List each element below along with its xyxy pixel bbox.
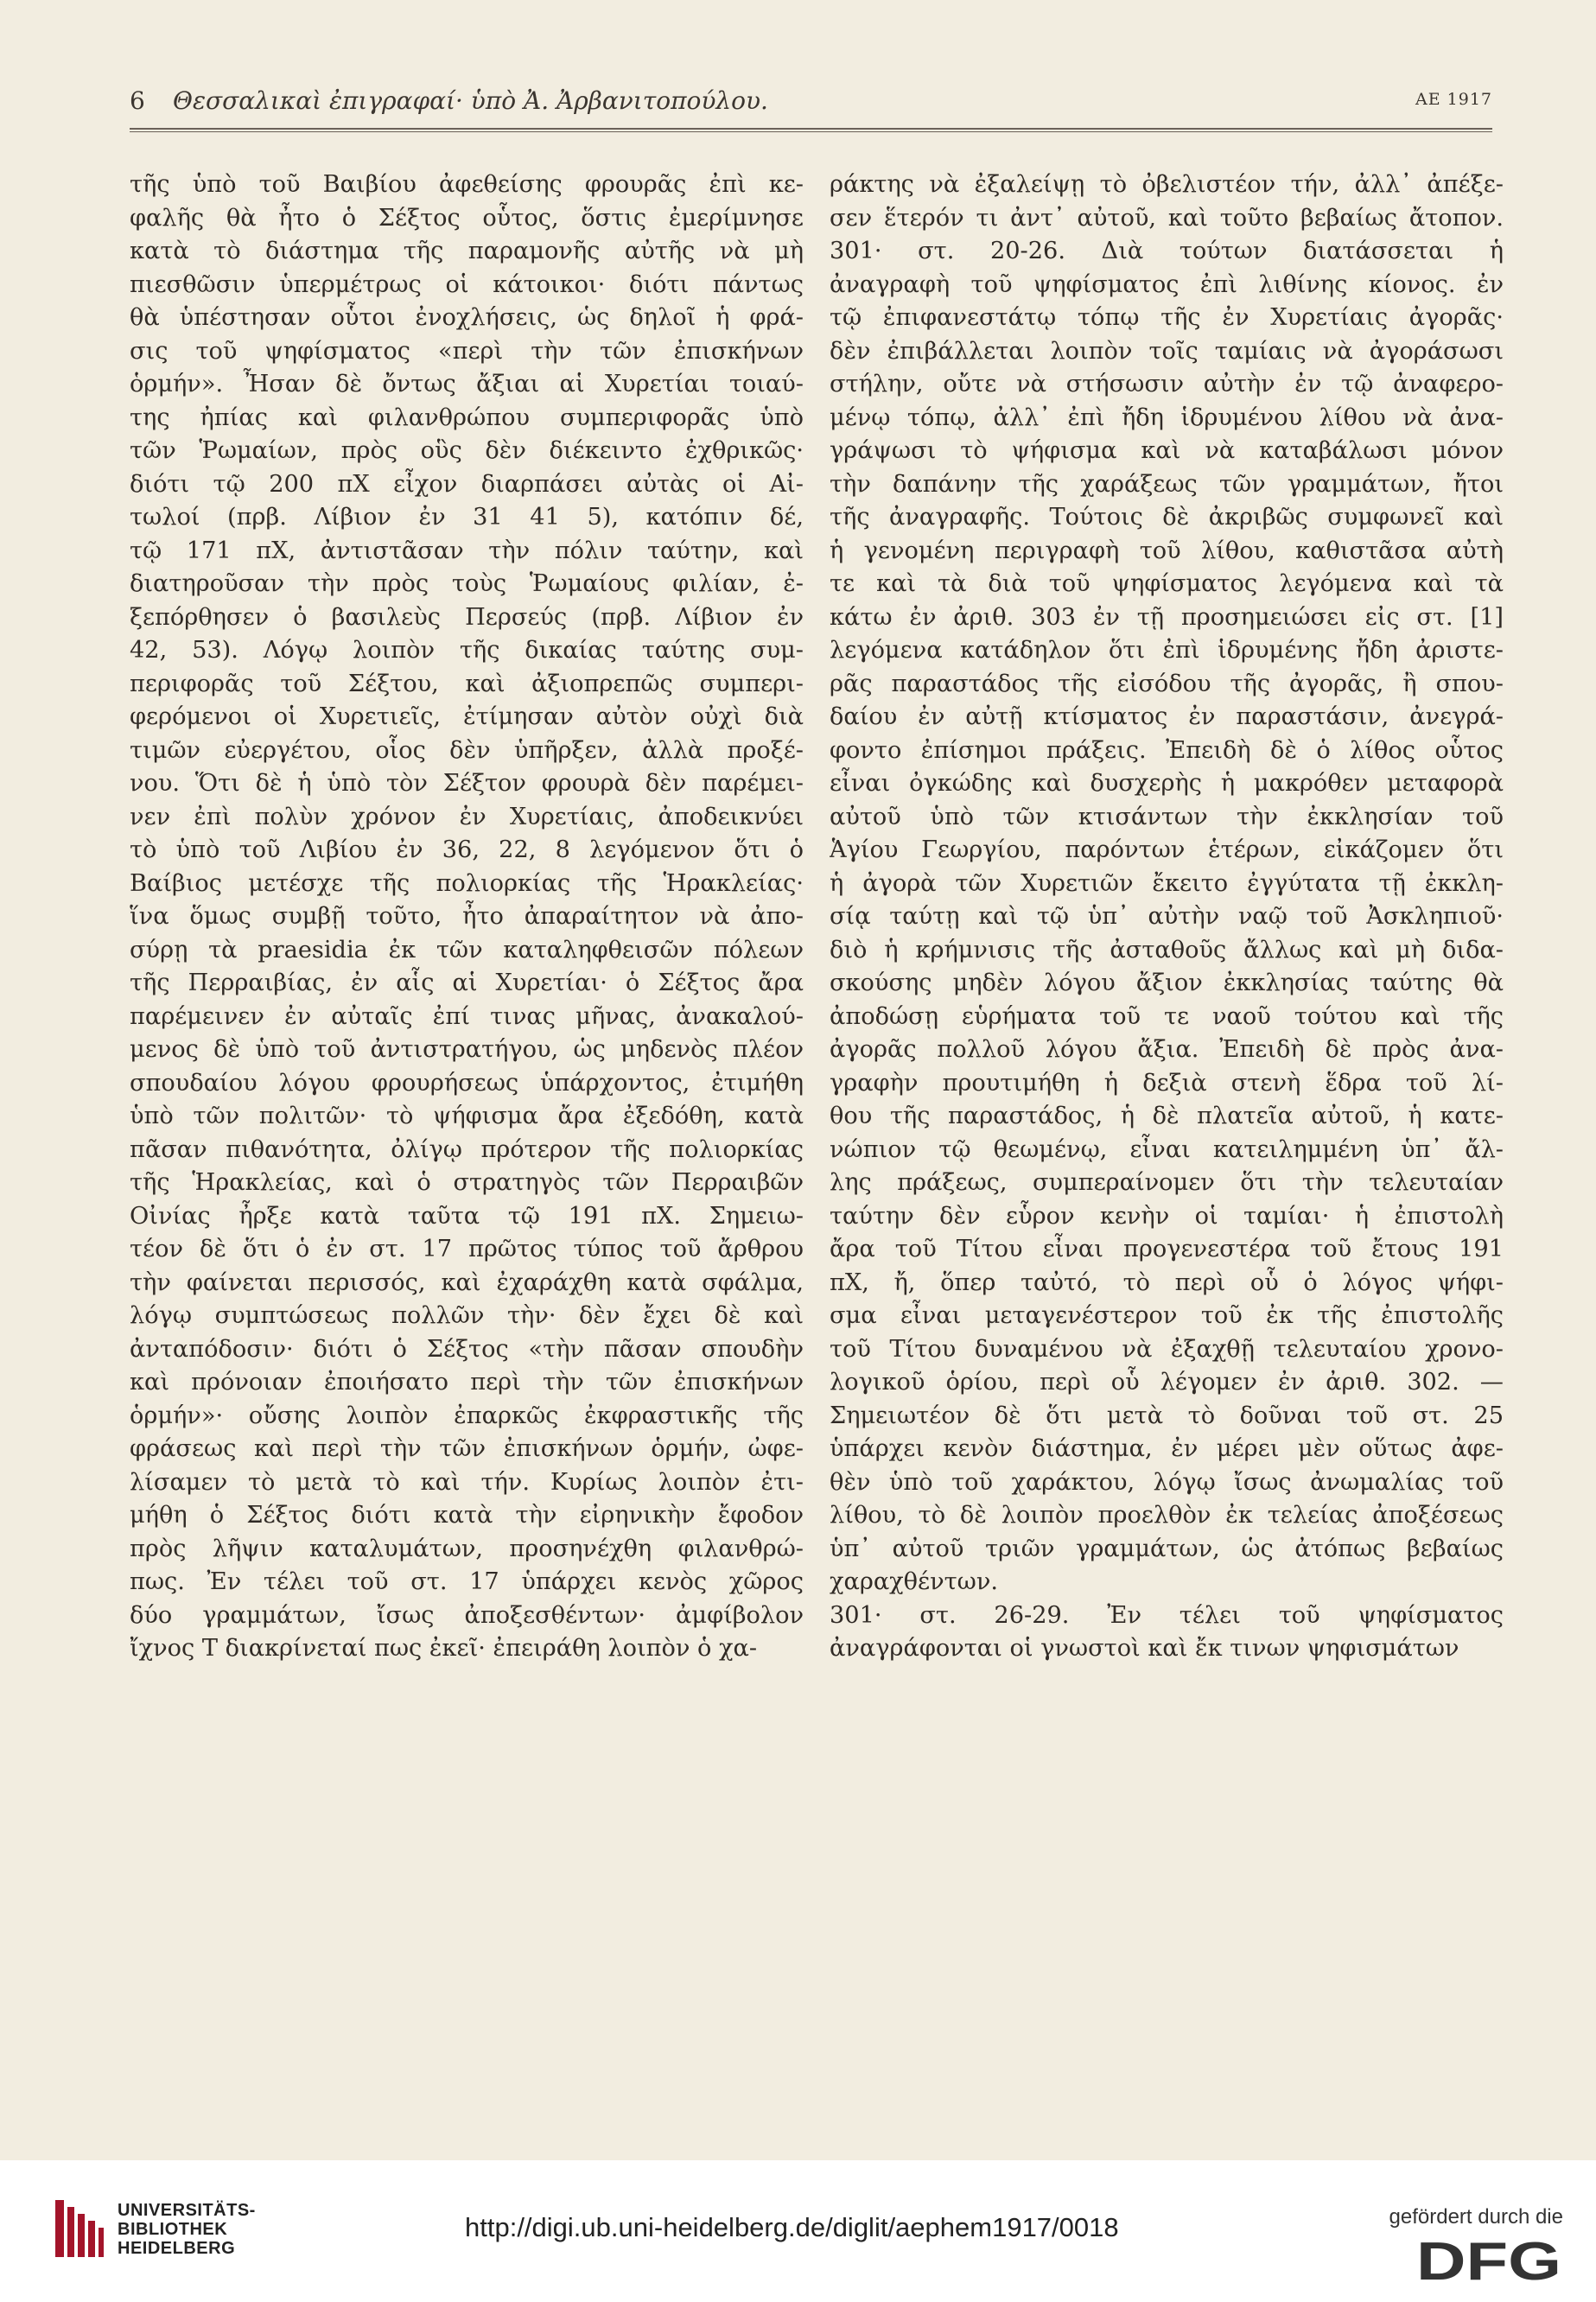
- text-line: πρὸς λῆψιν καταλυμάτων, προσηνέχθη φιλανθρώ-: [130, 1535, 804, 1562]
- text-line: πᾶσαν πιθανότητα, ὀλίγῳ πρότερον τῆς πολιορκίας: [130, 1135, 804, 1163]
- library-name-line: HEIDELBERG: [118, 2239, 236, 2258]
- text-line: ἀναγραφὴ τοῦ ψηφίσματος ἐπὶ λιθίνης κίονος. ἐν: [830, 270, 1504, 298]
- text-line: δύο γραμμάτων, ἴσως ἀποξεσθέντων· ἀμφίβολον: [130, 1601, 804, 1629]
- text-line: διότι τῷ 200 πΧ εἶχον διαρπάσει αὐτὰς οἱ Αἰ-: [130, 470, 804, 498]
- text-line: διὸ ἡ κρήμνισις τῆς ἀσταθοῦς ἄλλως καὶ μὴ διδα-: [830, 936, 1504, 963]
- text-line: τέον δὲ ὅτι ὁ ἐν στ. 17 πρῶτος τύπος τοῦ ἄρθρου: [130, 1236, 804, 1262]
- text-line: Ἁγίου Γεωργίου, παρόντων ἑτέρων, εἰκάζομεν ὅτι: [830, 836, 1504, 863]
- text-line: 301· στ. 26-29. Ἐν τέλει τοῦ ψηφίσματος: [830, 1601, 1504, 1629]
- funding-caption: gefördert durch die: [1389, 2205, 1563, 2229]
- text-line: χαραχθέντων.: [830, 1568, 999, 1595]
- text-line: γραφὴν προυτιμήθη ἡ δεξιὰ στενὴ ἕδρα τοῦ λί-: [830, 1069, 1504, 1097]
- text-line: σεν ἕτερόν τι ἀντ᾽ αὐτοῦ, καὶ τοῦτο βεβαίως ἄτοπον.: [830, 204, 1504, 232]
- text-line: 301· στ. 20-26. Διὰ τούτων διατάσσεται ἡ: [830, 238, 1504, 264]
- text-line: διατηροῦσαν τὴν πρὸς τοὺς Ῥωμαίους φιλίαν, ἐ-: [130, 570, 804, 597]
- text-line: τῆς ὑπὸ τοῦ Βαιβίου ἀφεθείσης φρουρᾶς ἐπὶ κε-: [130, 171, 804, 198]
- text-line: της ἠπίας καὶ φιλανθρώπου συμπεριφορᾶς ὑπὸ: [130, 404, 804, 431]
- text-line: κατὰ τὸ διάστημα τῆς παραμονῆς αὐτῆς νὰ μὴ: [130, 238, 804, 264]
- text-line: θὲν ὑπὸ τοῦ χαράκτου, λόγῳ ἴσως ἀνωμαλίας τοῦ: [830, 1468, 1504, 1496]
- text-line: τὴν δαπάνην τῆς χαράξεως τῶν γραμμάτων, ἤτοι: [830, 470, 1504, 498]
- text-line: τῷ ἐπιφανεστάτῳ τόπῳ τῆς ἐν Χυρετίαις ἀγορᾶς·: [830, 304, 1504, 331]
- page-number: 6: [130, 86, 145, 115]
- text-line: ἀναγράφονται οἱ γνωστοὶ καὶ ἔκ τινων ψηφισμάτων: [830, 1635, 1459, 1662]
- text-line: γράψωσι τὸ ψήφισμα καὶ νὰ καταβάλωσι μόνον: [830, 437, 1504, 464]
- text-line: αὐτοῦ ὑπὸ τῶν κτισάντων τὴν ἐκκλησίαν τοῦ: [830, 803, 1504, 830]
- text-line: σύρῃ τὰ praesidia ἐκ τῶν καταληφθεισῶν πόλεων: [130, 936, 804, 963]
- library-name-line: UNIVERSITÄTS-: [118, 2201, 256, 2220]
- text-line: νεν ἐπὶ πολὺν χρόνον ἐν Χυρετίαις, ἀποδεικνύει: [130, 803, 804, 830]
- dfg-logo-text: DFG: [1416, 2236, 1561, 2283]
- text-line: στήλην, οὔτε νὰ στήσωσιν αὐτὴν ἐν τῷ ἀναφερο-: [830, 371, 1504, 397]
- dfg-logo-icon: [1416, 2236, 1563, 2283]
- text-line: καὶ πρόνοιαν ἐποιήσατο περὶ τὴν τῶν ἐπισκήνων: [130, 1369, 804, 1396]
- text-line: ὑπὸ τῶν πολιτῶν· τὸ ψήφισμα ἄρα ἐξεδόθη, κατὰ: [130, 1103, 804, 1129]
- text-line: ἀποδώσῃ εὑρήματα τοῦ τε ναοῦ τούτου καὶ τῆς: [830, 1002, 1504, 1030]
- right-column: [830, 169, 1504, 1666]
- text-line: λεγόμενα κατάδηλον ὅτι ἐπὶ ἱδρυμένης ἤδη ἀριστε-: [830, 637, 1504, 664]
- text-line: τὴν φαίνεται περισσός, καὶ ἐχαράχθη κατὰ σφάλμα,: [130, 1269, 804, 1296]
- permalink-url[interactable]: http://digi.ub.uni-heidelberg.de/diglit/aephem1917/0018: [465, 2212, 1119, 2242]
- text-line: πως. Ἐν τέλει τοῦ στ. 17 ὑπάρχει κενὸς χῶρος: [130, 1568, 804, 1595]
- text-line: εἶναι ὀγκώδης καὶ δυσχερὴς ἡ μακρόθεν μεταφορὰ: [830, 770, 1504, 797]
- text-line: ἀγορᾶς πολλοῦ λόγου ἄξια. Ἐπειδὴ δὲ πρὸς ἀνα-: [830, 1036, 1504, 1063]
- text-line: ὑπάρχει κενὸν διάστημα, ἐν μέρει μὲν οὕτως ἀφε-: [830, 1435, 1504, 1462]
- library-name-line: BIBLIOTHEK: [118, 2220, 228, 2239]
- text-line: πιεσθῶσιν ὑπερμέτρως οἱ κάτοικοι· διότι πάντως: [130, 270, 804, 298]
- text-line: ὑπ᾽ αὐτοῦ τριῶν γραμμάτων, ὡς ἀτόπως βεβαίως: [830, 1535, 1504, 1562]
- text-line: φερόμενοι οἱ Χυρετιεῖς, ἐτίμησαν αὐτὸν οὐχὶ διὰ: [130, 703, 804, 730]
- text-line: φαλῆς θὰ ἦτο ὁ Σέξτος οὗτος, ὅστις ἐμερίμνησε: [130, 204, 804, 232]
- text-line: νου. Ὅτι δὲ ἡ ὑπὸ τὸν Σέξτον φρουρὰ δὲν παρέμει-: [130, 770, 804, 797]
- text-line: Βαίβιος μετέσχε τῆς πολιορκίας τῆς Ἡρακλείας·: [130, 869, 804, 897]
- text-line: σμα εἶναι μεταγενέστερον τοῦ ἐκ τῆς ἐπιστολῆς: [830, 1302, 1504, 1329]
- text-line: τωλοί (πρβ. Λίβιον ἐν 31 41 5), κατόπιν δέ,: [130, 504, 804, 531]
- text-line: ράκτης νὰ ἐξαλείψῃ τὸ ὀβελιστέον τήν, ἀλλ᾽ ἀπέξε-: [830, 171, 1504, 198]
- text-line: πΧ, ἤ, ὅπερ ταὐτό, τὸ περὶ οὗ ὁ λόγος ψήφι-: [830, 1269, 1504, 1296]
- text-line: ἡ γενομένη περιγραφὴ τοῦ λίθου, καθιστᾶσα αὐτὴ: [830, 537, 1504, 564]
- text-line: ὁρμήν»· οὔσης λοιπὸν ἐπαρκῶς ἐκφραστικῆς τῆς: [130, 1402, 804, 1429]
- text-line: τῆς Περραιβίας, ἐν αἷς αἱ Χυρετίαι· ὁ Σέξτος ἄρα: [130, 970, 804, 996]
- text-line: περιφορᾶς τοῦ Σέξτου, καὶ ἀξιοπρεπῶς συμπερι-: [130, 670, 804, 697]
- text-line: δὲν ἐπιβάλλεται λοιπὸν τοῖς ταμίαις νὰ ἀγοράσωσι: [830, 337, 1504, 365]
- text-line: λίσαμεν τὸ μετὰ τὸ καὶ τήν. Κυρίως λοιπὸν ἐτι-: [130, 1468, 804, 1496]
- text-line: Οἰνίας ἦρξε κατὰ ταῦτα τῷ 191 πΧ. Σημειω-: [130, 1202, 804, 1230]
- library-name: [118, 2201, 256, 2258]
- text-line: μενος δὲ ὑπὸ τοῦ ἀντιστρατήγου, ὡς μηδενὸς πλέον: [130, 1036, 804, 1063]
- text-line: κάτω ἐν ἀριθ. 303 ἐν τῇ προσημειώσει εἰς στ. [1]: [830, 603, 1504, 631]
- text-line: ξεπόρθησεν ὁ βασιλεὺς Περσεύς (πρβ. Λίβιον ἐν: [130, 603, 804, 631]
- text-line: σκούσης μηδὲν λόγου ἄξιον ἐκκλησίας ταύτης θὰ: [830, 970, 1504, 996]
- text-line: λίθου, τὸ δὲ λοιπὸν προελθὸν ἐκ τελείας ἀποξέσεως: [830, 1502, 1504, 1529]
- text-line: τῷ 171 πΧ, ἀντιστᾶσαν τὴν πόλιν ταύτην, καὶ: [130, 537, 804, 564]
- text-line: λόγῳ συμπτώσεως πολλῶν τὴν· δὲν ἔχει δὲ καὶ: [130, 1302, 804, 1329]
- text-line: τῆς ἀναγραφῆς. Τούτοις δὲ ἀκριβῶς συμφωνεῖ καὶ: [830, 504, 1504, 531]
- header-rule: [130, 128, 1492, 132]
- left-column: [130, 169, 804, 1666]
- university-library-logo-icon: [52, 2197, 105, 2261]
- text-line: τε καὶ τὰ διὰ τοῦ ψηφίσματος λεγόμενα καὶ τὰ: [830, 570, 1504, 597]
- text-line: θὰ ὑπέστησαν οὗτοι ἐνοχλήσεις, ὡς δηλοῖ ἡ φρά-: [130, 304, 804, 331]
- text-line: τοῦ Τίτου δυναμένου νὰ ἐξαχθῇ τελευταίου χρονο-: [830, 1335, 1504, 1363]
- text-line: ἵνα ὅμως συμβῇ τοῦτο, ἦτο ἀπαραίτητον νὰ ἀπο-: [130, 903, 804, 930]
- text-line: παρέμεινεν ἐν αὐταῖς ἐπί τινας μῆνας, ἀνακαλού-: [130, 1002, 804, 1030]
- text-line: λης πράξεως, συμπεραίνομεν ὅτι τὴν τελευταίαν: [830, 1169, 1504, 1196]
- text-line: σπουδαίου λόγου φρουρήσεως ὑπάρχοντος, ἐτιμήθη: [130, 1069, 804, 1097]
- text-line: τῆς Ἡρακλείας, καὶ ὁ στρατηγὸς τῶν Περραιβῶν: [130, 1169, 804, 1196]
- text-line: ταύτην δὲν εὗρον κενὴν οἱ ταμίαι· ἡ ἐπιστολὴ: [830, 1202, 1504, 1230]
- text-line: σις τοῦ ψηφίσματος «περὶ τὴν τῶν ἐπισκήνων: [130, 337, 804, 365]
- text-line: 42, 53). Λόγῳ λοιπὸν τῆς δικαίας ταύτης συμ-: [130, 637, 804, 664]
- digitization-footer: [0, 2160, 1596, 2302]
- text-line: ὁρμήν». Ἦσαν δὲ ὄντως ἄξιαι αἱ Χυρετίαι τοιαύ-: [130, 371, 804, 397]
- text-line: Σημειωτέον δὲ ὅτι μετὰ τὸ δοῦναι τοῦ στ. 25: [830, 1402, 1504, 1429]
- text-line: μένῳ τόπῳ, ἀλλ᾽ ἐπὶ ἤδη ἱδρυμένου λίθου νὰ ἀνα-: [830, 404, 1504, 431]
- text-line: τιμῶν εὐεργέτου, οἷος δὲν ὑπῆρξεν, ἀλλὰ προξέ-: [130, 736, 804, 764]
- text-line: δαίου ἐν αὐτῇ κτίσματος ἐν παραστάσιν, ἀνεγρά-: [830, 703, 1504, 730]
- text-line: ἄρα τοῦ Τίτου εἶναι προγενεστέρα τοῦ ἔτους 191: [830, 1236, 1504, 1262]
- text-line: νώπιον τῷ θεωμένῳ, εἶναι κατειλημμένη ὑπ᾽ ἄλ-: [830, 1135, 1504, 1163]
- text-line: σίᾳ ταύτῃ καὶ τῷ ὑπ᾽ αὐτὴν ναῷ τοῦ Ἀσκληπιοῦ·: [830, 903, 1504, 930]
- text-line: λογικοῦ ὁρίου, περὶ οὗ λέγομεν ἐν ἀριθ. 302. —: [830, 1369, 1504, 1396]
- running-title: Θεσσαλικαὶ ἐπιγραφαί· ὑπὸ Ἀ. Ἀρβανιτοπούλου.: [173, 86, 768, 115]
- text-line: ἡ ἀγορὰ τῶν Χυρετιῶν ἔκειτο ἐγγύτατα τῇ ἐκκλη-: [830, 869, 1504, 897]
- text-line: ρᾶς παραστάδος τῆς εἰσόδου τῆς ἀγορᾶς, ἢ σπου-: [830, 670, 1504, 697]
- page-header: [130, 86, 1492, 121]
- text-line: τὸ ὑπὸ τοῦ Λιβίου ἐν 36, 22, 8 λεγόμενον ὅτι ὁ: [130, 836, 804, 863]
- text-line: φοντο ἐπίσημοι πράξεις. Ἐπειδὴ δὲ ὁ λίθος οὗτος: [830, 736, 1504, 764]
- journal-reference: ΑΕ 1917: [1415, 90, 1492, 109]
- text-line: ἀνταπόδοσιν· διότι ὁ Σέξτος «τὴν πᾶσαν σπουδὴν: [130, 1335, 804, 1363]
- text-line: τῶν Ῥωμαίων, πρὸς οὓς δὲν διέκειντο ἐχθρικῶς·: [130, 437, 804, 464]
- text-line: ἴχνος Τ διακρίνεταί πως ἐκεῖ· ἐπειράθη λοιπὸν ὁ χα-: [130, 1635, 758, 1662]
- text-line: μήθη ὁ Σέξτος διότι κατὰ τὴν εἰρηνικὴν ἔφοδον: [130, 1502, 804, 1529]
- text-line: φράσεως καὶ περὶ τὴν τῶν ἐπισκήνων ὁρμήν, ὠφε-: [130, 1435, 804, 1462]
- text-line: θου τῆς παραστάδος, ἡ δὲ πλατεῖα αὐτοῦ, ἡ κατε-: [830, 1103, 1504, 1129]
